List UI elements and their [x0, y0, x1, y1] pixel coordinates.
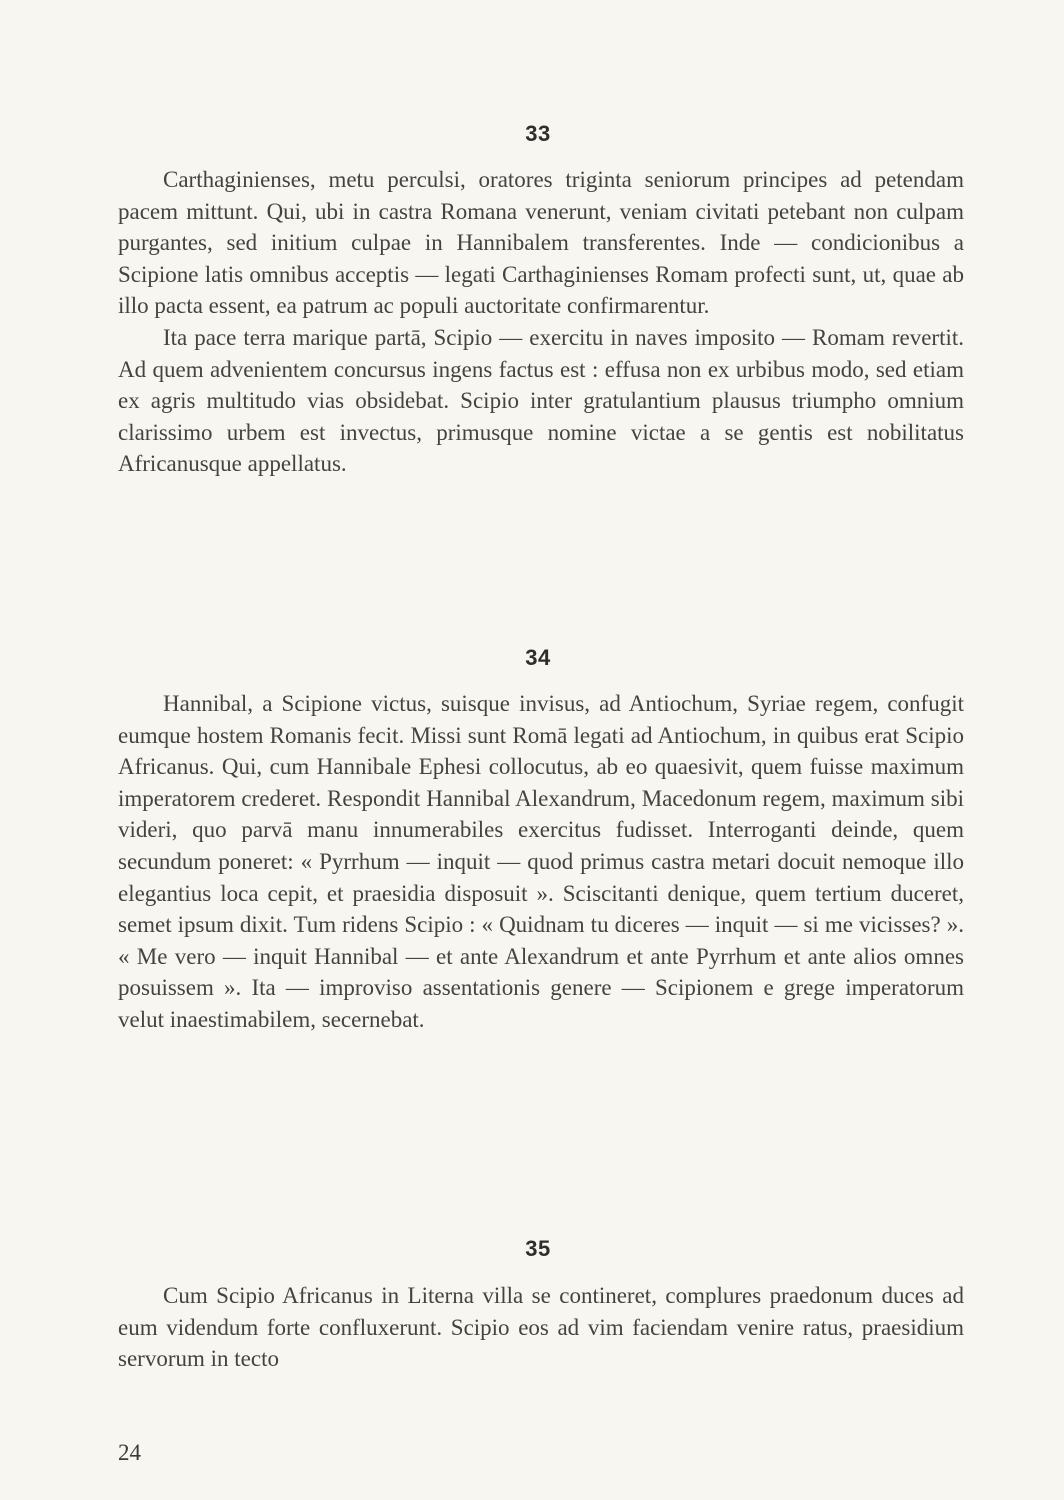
section-number-33: 33	[525, 121, 551, 146]
section-33-text	[118, 164, 964, 480]
paragraph: Cum Scipio Africanus in Literna villa se contineret, complures praedonum duces ad eum videndum forte confluxerunt. Scipio eos ad vim faciendam venire ratus, praesidium servorum in tecto	[118, 1283, 964, 1372]
page-number: 24	[118, 1440, 141, 1465]
section-35-text	[118, 1280, 964, 1375]
paragraph: Carthaginienses, metu perculsi, oratores triginta seniorum principes ad petendam pacem mittunt. Qui, ubi in castra Romana venerunt, veniam civitati petebant non culpam purgantes, sed initium culpae in Hannibalem transferentes. Inde — condicionibus a Scipione latis omnibus acceptis — legati Carthaginienses Romam profecti sunt, ut, quae ab illo pacta essent, ea patrum ac populi auctoritate confirmarentur.	[118, 167, 964, 319]
section-number-35: 35	[525, 1236, 551, 1261]
paragraph: Ita pace terra marique partā, Scipio — exercitu in naves imposito — Romam revertit. Ad quem advenientem concursus ingens factus est : effusa non ex urbibus modo, sed etiam ex agris multitudo vias obsidebat. Scipio inter gratulantium plausus triumpho omnium clarissimo urbem est invectus, primusque nomine victae a se gentis est nobilitatus Africanusque appellatus.	[118, 324, 964, 477]
section-34-text	[118, 688, 964, 1036]
section-number-34: 34	[525, 645, 551, 670]
paragraph: Hannibal, a Scipione victus, suisque invisus, ad Antiochum, Syriae regem, confugit eumque hostem Romanis fecit. Missi sunt Romā legati ad Antiochum, in quibus erat Scipio Africanus. Qui, cum Hannibale Ephesi collocutus, ab eo quaesivit, quem fuisse maximum imperatorem crederet. Respondit Hannibal Alexandrum, Macedonum regem, maximum sibi videri, quo parvā manu innumerabiles exercitus fudisset. Interroganti deinde, quem secundum poneret: « Pyrrhum — inquit — quod primus castra metari docuit nemoque illo elegantius loca cepit, et praesidia disposuit ». Sciscitanti denique, quem tertium duceret, semet ipsum dixit. Tum ridens Scipio : « Quidnam tu diceres — inquit — si me vicisses? ». « Me vero — inquit Hannibal — et ante Alexandrum et ante Pyrrhum et ante alios omnes posuissem ». Ita — improviso assentationis genere — Scipionem e grege imperatorum velut inaestimabilem, secernebat.	[118, 691, 964, 1032]
